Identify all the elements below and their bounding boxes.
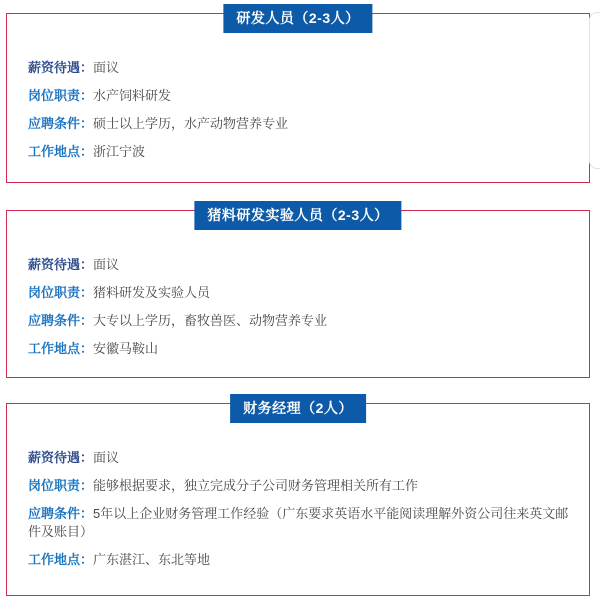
job-card-body [7, 14, 589, 161]
field-value-location: 浙江宁波 [93, 144, 146, 159]
job-card-pig-feed-rd [6, 207, 590, 378]
job-card-finance-manager [6, 400, 590, 596]
field-value-requirements: 硕士以上学历，水产动物营养专业 [93, 116, 289, 131]
job-title-badge[interactable]: 财务经理（2人） [230, 394, 366, 423]
job-field-row-location [28, 551, 579, 569]
job-field-row-requirements [28, 115, 579, 133]
field-label-location: 工作地点： [28, 341, 94, 356]
field-value-requirements: 大专以上学历，畜牧兽医、动物营养专业 [93, 313, 328, 328]
field-label-salary: 薪资待遇： [28, 60, 94, 75]
field-value-salary: 面议 [93, 450, 120, 465]
job-title-badge[interactable]: 猪料研发实验人员（2-3人） [194, 201, 401, 230]
field-label-location: 工作地点： [28, 552, 94, 567]
job-field-row-salary [28, 59, 579, 77]
job-field-row-requirements [28, 312, 579, 330]
field-label-requirements: 应聘条件： [28, 506, 94, 521]
field-label-requirements: 应聘条件： [28, 116, 94, 131]
field-value-location: 广东湛江、东北等地 [93, 552, 211, 567]
field-label-requirements: 应聘条件： [28, 313, 94, 328]
field-label-duty: 岗位职责： [28, 285, 94, 300]
job-field-row-location [28, 340, 579, 358]
job-card-rd-staff [6, 10, 590, 183]
field-value-duty: 能够根据要求，独立完成分子公司财务管理相关所有工作 [93, 478, 419, 493]
floating-side-panel[interactable] [589, 12, 600, 169]
job-title-badge[interactable]: 研发人员（2-3人） [223, 4, 372, 33]
job-field-row-duty [28, 284, 579, 302]
field-value-requirements: 5年以上企业财务管理工作经验（广东要求英语水平能阅读理解外资公司往来英文邮件及账目） [28, 506, 569, 539]
field-label-location: 工作地点： [28, 144, 94, 159]
field-value-salary: 面议 [93, 257, 120, 272]
job-field-row-requirements [28, 505, 579, 541]
job-card-body [7, 211, 589, 358]
job-card-body [7, 404, 589, 569]
job-field-row-duty [28, 87, 579, 105]
field-label-salary: 薪资待遇： [28, 450, 94, 465]
field-value-duty: 猪料研发及实验人员 [93, 285, 211, 300]
job-field-row-duty [28, 477, 579, 495]
job-field-row-salary [28, 256, 579, 274]
field-label-duty: 岗位职责： [28, 88, 94, 103]
field-value-location: 安徽马鞍山 [93, 341, 159, 356]
field-label-salary: 薪资待遇： [28, 257, 94, 272]
field-label-duty: 岗位职责： [28, 478, 94, 493]
job-field-row-salary [28, 449, 579, 467]
job-field-row-location [28, 143, 579, 161]
field-value-salary: 面议 [93, 60, 120, 75]
field-value-duty: 水产饲料研发 [93, 88, 172, 103]
